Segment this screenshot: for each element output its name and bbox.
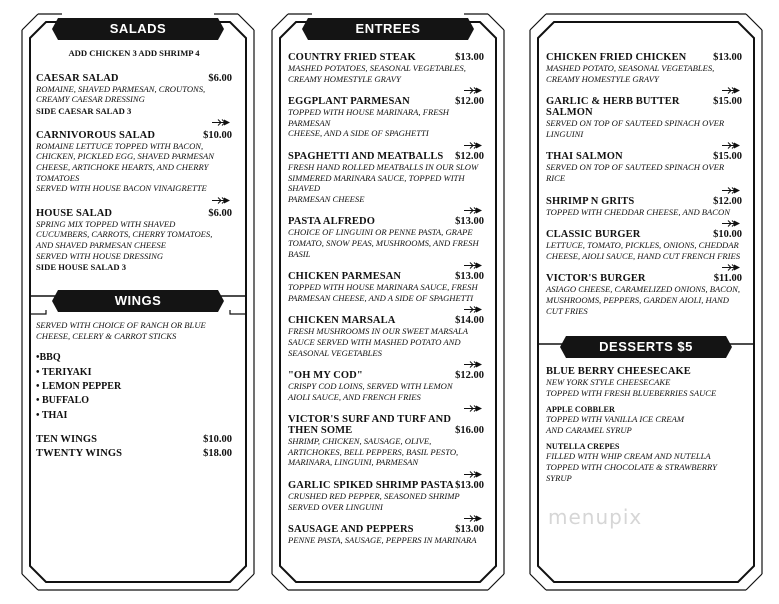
dessert-item [546,442,742,483]
wing-option-price: $10.00 [203,434,232,446]
item-description: TOPPED WITH CHEDDAR CHEESE, AND BACON [546,206,730,217]
wing-option-name: TEN WINGS [36,434,98,446]
menu-item [36,73,232,126]
item-name: THAI SALMON [546,151,623,163]
item-name: CHICKEN PARMESAN [288,271,402,283]
item-price: $12.00 [455,96,484,108]
arrow-divider-icon [288,515,484,522]
menu-item [546,96,742,149]
arrow-divider-icon [288,262,484,269]
wing-flavor: • LEMON PEPPER [36,381,122,392]
arrow-divider-icon [288,405,484,412]
item-description: TOPPED WITH HOUSE MARINARA, FRESH PARMESAN CHEESE, AND A SIDE OF SPAGHETTI [288,107,449,139]
item-description: PENNE PASTA, SAUSAGE, PEPPERS IN MARINARA [288,535,477,546]
item-description: SPRING MIX TOPPED WITH SHAVED CUCUMBERS, CARROTS, CHERRY TOMATOES, AND SHAVED PARMESAN CHEESE SERVED WITH HOUSE DRESSING [36,218,213,261]
arrow-divider-icon [288,87,484,94]
item-price: $13.00 [713,52,742,63]
item-name: CARNIVOROUS SALAD [36,129,156,141]
wing-flavor: • BUFFALO [36,395,90,407]
dessert-name: APPLE COBBLER [546,405,615,415]
mains-desserts-panel [530,14,762,590]
menu-item [288,370,484,412]
item-description: SERVED ON TOP OF SAUTEED SPINACH OVER LINGUINI [546,118,725,139]
item-price: $10.00 [203,129,232,141]
item-description: CRUSHED RED PEPPER, SEASONED SHRIMP SERVED OVER LINGUINI [288,491,460,512]
arrow-divider-icon [36,119,232,126]
item-header [288,271,484,282]
wings-note: SERVED WITH CHOICE OF RANCH OR BLUE CHEESE, CELERY & CARROT STICKS [36,320,206,341]
item-header [288,52,484,63]
item-name: GARLIC & HERB BUTTER SALMON [546,96,680,119]
item-description: FRESH MUSHROOMS IN OUR SWEET MARSALA SAUCE SERVED WITH MASHED POTATO AND SEASONAL VEGETABLES [288,326,469,358]
item-description: ROMAINE, SHAVED PARMESAN, CROUTONS, CREAMY CAESAR DRESSING [36,83,206,105]
item-header [288,414,484,425]
menu-item [36,130,232,204]
salads-wings-panel [22,14,254,590]
item-description: LETTUCE, TOMATO, PICKLES, ONIONS, CHEDDAR CHEESE, AIOLI SAUCE, HAND CUT FRENCH FRIES [546,240,740,261]
desserts-banner [560,336,732,358]
wing-option-name: TWENTY WINGS [36,448,123,460]
arrow-divider-icon [546,187,742,194]
menu-item [288,414,484,478]
dessert-description: TOPPED WITH VANILLA ICE CREAM AND CARAMEL SYRUP [546,414,684,435]
item-price: $13.00 [455,271,484,283]
dessert-description: FILLED WITH WHIP CREAM AND NUTELLA TOPPED WITH CHOCOLATE & STRAWBERRY SYRUP [546,451,717,483]
item-name: THEN SOME [288,425,353,437]
item-name: CAESAR SALAD [36,72,119,84]
desserts-list [546,366,742,490]
item-price: $12.00 [455,370,484,382]
menu-item [288,480,484,522]
menu-item [546,196,742,228]
item-header [36,208,232,219]
item-description: SHRIMP, CHICKEN, SAUSAGE, OLIVE, ARTICHOKES, BELL PEPPERS, BASIL PESTO, MARINARA, LINGUINI, PARMESAN [288,436,459,468]
wings-title: WINGS [114,293,162,308]
entrees-list [288,52,484,547]
arrow-divider-icon [546,87,742,94]
item-header [288,315,484,326]
dessert-name: NUTELLA CREPES [546,442,620,452]
wing-flavor: • TERIYAKI [36,366,92,378]
arrow-divider-icon [288,306,484,313]
item-name: SHRIMP N GRITS [546,195,635,207]
menu-item [36,208,232,272]
item-name: PASTA ALFREDO [288,216,375,228]
item-price: $14.00 [455,315,484,327]
item-header [546,273,742,284]
wing-option [36,433,232,447]
item-side-option: SIDE HOUSE SALAD 3 [36,262,127,273]
item-name: "OH MY COD" [288,370,363,382]
arrow-divider-icon [36,197,232,204]
item-description: CRISPY COD LOINS, SERVED WITH LEMON AIOLI SAUCE, AND FRENCH FRIES [288,381,453,402]
menu-item [288,52,484,94]
item-header [288,96,484,107]
item-header [546,52,742,63]
dessert-name: BLUE BERRY CHEESECAKE [546,366,691,377]
item-description: TOPPED WITH HOUSE MARINARA SAUCE, FRESH PARMESAN CHEESE, AND A SIDE OF SPAGHETTI [288,282,478,303]
menu-item [288,151,484,214]
item-name: VICTOR'S BURGER [546,273,646,285]
arrow-divider-icon [288,361,484,368]
item-header [288,216,484,227]
item-description: ROMAINE LETTUCE TOPPED WITH BACON, CHICKEN, PICKLED EGG, SHAVED PARMESAN CHEESE, ARTICHOKE HEARTS, AND CHERRY TOMATOES SERVED WITH HOUSE BACON VINAIGRETTE [36,140,214,194]
item-header [36,73,232,84]
item-description: CHOICE OF LINGUINI OR PENNE PASTA, GRAPE TOMATO, SNOW PEAS, MUSHROOMS, AND FRESH BASIL [288,227,479,259]
item-price: $16.00 [455,425,484,437]
arrow-divider-icon [546,264,742,271]
item-description: ASIAGO CHEESE, CARAMELIZED ONIONS, BACON, MUSHROOMS, PEPPERS, GARDEN AIOLI, HAND CUT FRIES [546,284,741,316]
menu-item [288,216,484,269]
item-header [288,480,484,491]
item-header [288,524,484,535]
item-price: $12.00 [713,195,742,207]
item-price: $11.00 [713,273,742,285]
item-name: CLASSIC BURGER [546,229,641,241]
item-header [546,229,742,240]
wings-banner [52,290,224,312]
item-header [546,151,742,162]
item-description: SERVED ON TOP OF SAUTEED SPINACH OVER RICE [546,162,725,183]
item-price: $15.00 [713,96,742,108]
dessert-item [546,366,742,398]
wing-flavor: •BBQ [36,352,61,364]
item-name: SPAGHETTI AND MEATBALLS [288,150,444,162]
item-price: $13.00 [455,480,484,492]
item-name: EGGPLANT PARMESAN [288,96,410,108]
item-price: $13.00 [455,524,484,536]
menu-item [288,96,484,149]
entrees-banner [302,18,474,40]
item-header [288,425,484,436]
dessert-item [546,405,742,435]
item-header [288,151,484,162]
item-name: SAUSAGE AND PEPPERS [288,524,414,536]
arrow-divider-icon [546,220,742,227]
salads-banner [52,18,224,40]
arrow-divider-icon [546,142,742,149]
wing-option [36,447,232,461]
desserts-title: DESSERTS $5 [599,339,693,354]
item-header [546,196,742,207]
item-name: CHICKEN MARSALA [288,315,396,327]
wings-list [36,320,232,461]
menu-item [546,151,742,193]
item-price: $6.00 [208,72,232,84]
item-header [288,370,484,381]
item-description: MASHED POTATO, SEASONAL VEGETABLES, CREAMY HOMESTYLE GRAVY [546,63,715,84]
menu-item [288,315,484,368]
item-description: MASHED POTATOES, SEASONAL VEGETABLES, CREAMY HOMESTYLE GRAVY [288,63,466,84]
salads-title: SALADS [109,21,167,36]
item-name: HOUSE SALAD [36,207,113,219]
entrees-panel [272,14,504,590]
item-price: $10.00 [713,229,742,241]
item-header [546,96,742,118]
item-name: VICTOR'S SURF AND TURF AND [288,414,452,426]
wing-flavor: • THAI [36,409,68,421]
item-price: $12.00 [455,150,484,162]
item-name: COUNTRY FRIED STEAK [288,52,416,63]
item-header [36,130,232,141]
menu-item [288,524,484,546]
item-name: CHICKEN FRIED CHICKEN [546,52,687,63]
item-name: GARLIC SPIKED SHRIMP PASTA [288,480,454,492]
mains-list [546,52,742,317]
item-price: $6.00 [208,207,232,219]
menu-item [546,229,742,271]
item-side-option: SIDE CAESAR SALAD 3 [36,105,132,116]
menu-item [546,273,742,316]
salads-add-note: ADD CHICKEN 3 ADD SHRIMP 4 [68,48,200,58]
arrow-divider-icon [288,142,484,149]
salads-list [36,48,232,276]
menu-item [288,271,484,313]
item-price: $13.00 [455,52,484,63]
dessert-description: NEW YORK STYLE CHEESECAKE TOPPED WITH FRESH BLUEBERRIES SAUCE [546,377,717,398]
wing-option-price: $18.00 [203,448,232,460]
item-price: $15.00 [713,151,742,163]
arrow-divider-icon [288,207,484,214]
menu-item [546,52,742,94]
item-description: FRESH HAND ROLLED MEATBALLS IN OUR SLOW SIMMERED MARINARA SAUCE, TOPPED WITH SHAVED PARMESAN CHEESE [288,161,479,204]
arrow-divider-icon [288,471,484,478]
entrees-title: ENTREES [355,21,421,36]
watermark: menupix [548,505,643,529]
item-price: $13.00 [455,216,484,228]
